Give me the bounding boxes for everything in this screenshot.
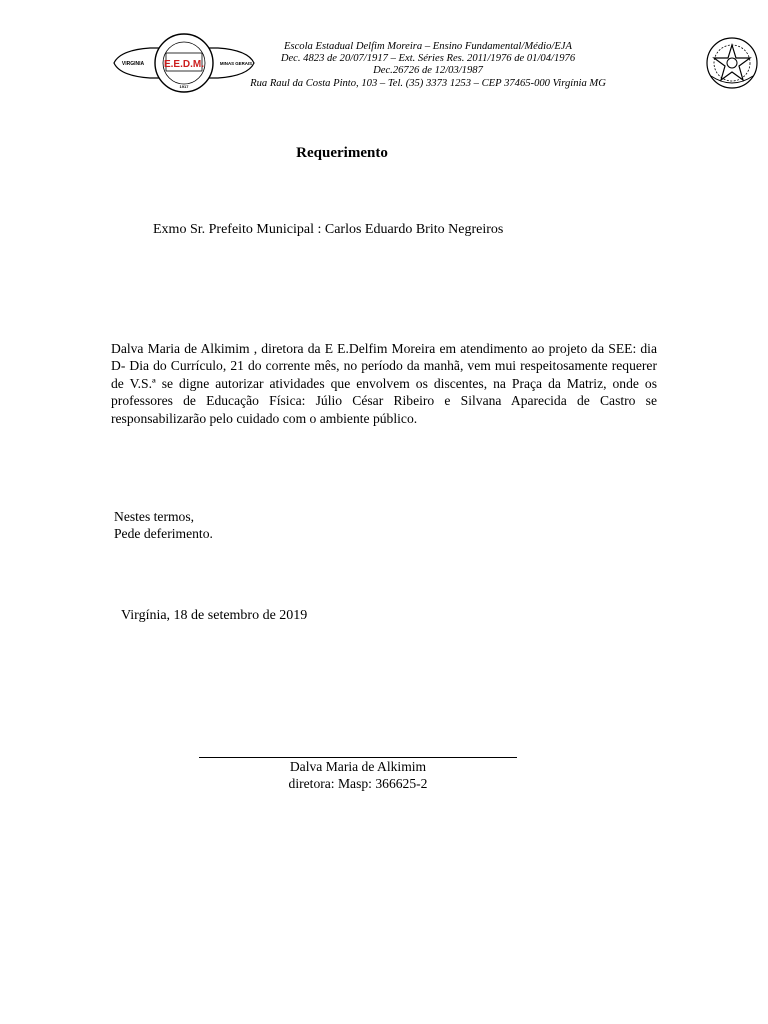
closing-line-1: Nestes termos, [114,509,195,524]
decree-line-2: Dec.26726 de 12/03/1987 [373,65,483,77]
addressee: Exmo Sr. Prefeito Municipal : Carlos Eduardo Brito Negreiros [153,222,504,237]
signer-name: Dalva Maria de Alkimim [289,759,427,774]
signer-role: diretora: Masp: 366625-2 [288,776,428,792]
signature-block [199,758,517,793]
logo-monogram: E.E.D.M. [163,59,205,70]
document-title: Requerimento [296,145,388,161]
address-line: Rua Raul da Costa Pinto, 103 – Tel. (35) 3373 1253 – CEP 37465-000 Virgínia MG [250,77,606,89]
decree-line: Dec. 4823 de 20/07/1917 – Ext. Séries Res. 2011/1976 de 01/04/1976 [280,53,576,65]
logo-year: 1917 [179,84,189,89]
logo-right-label: MINAS GERAIS [219,61,253,66]
coat-of-arms-icon [705,36,759,90]
closing [114,508,213,543]
closing-line-2: Pede deferimento. [114,526,213,542]
school-name-line: Escola Estadual Delfim Moreira – Ensino Fundamental/Médio/EJA [284,41,572,52]
logo-left-label: VIRGINIA [121,61,145,67]
request-body: Dalva Maria de Alkimim , diretora da E E.Delfim Moreira em atendimento ao projeto da SEE: dia D- Dia do Currículo, 21 do corrente mês, no período da manhã, vem mui respeitosamente requerer de V.S.ª se digne autorizar atividades que envolvem os discentes, na Praça da Matriz, onde os professores de Educação Física: Júlio César Ribeiro e Silvana Aparecida de Castro se responsabilizarão pelo cuidado com o ambiente público. [111,341,657,426]
date-line: Virgínia, 18 de setembro de 2019 [121,608,308,623]
letterhead [228,41,628,90]
